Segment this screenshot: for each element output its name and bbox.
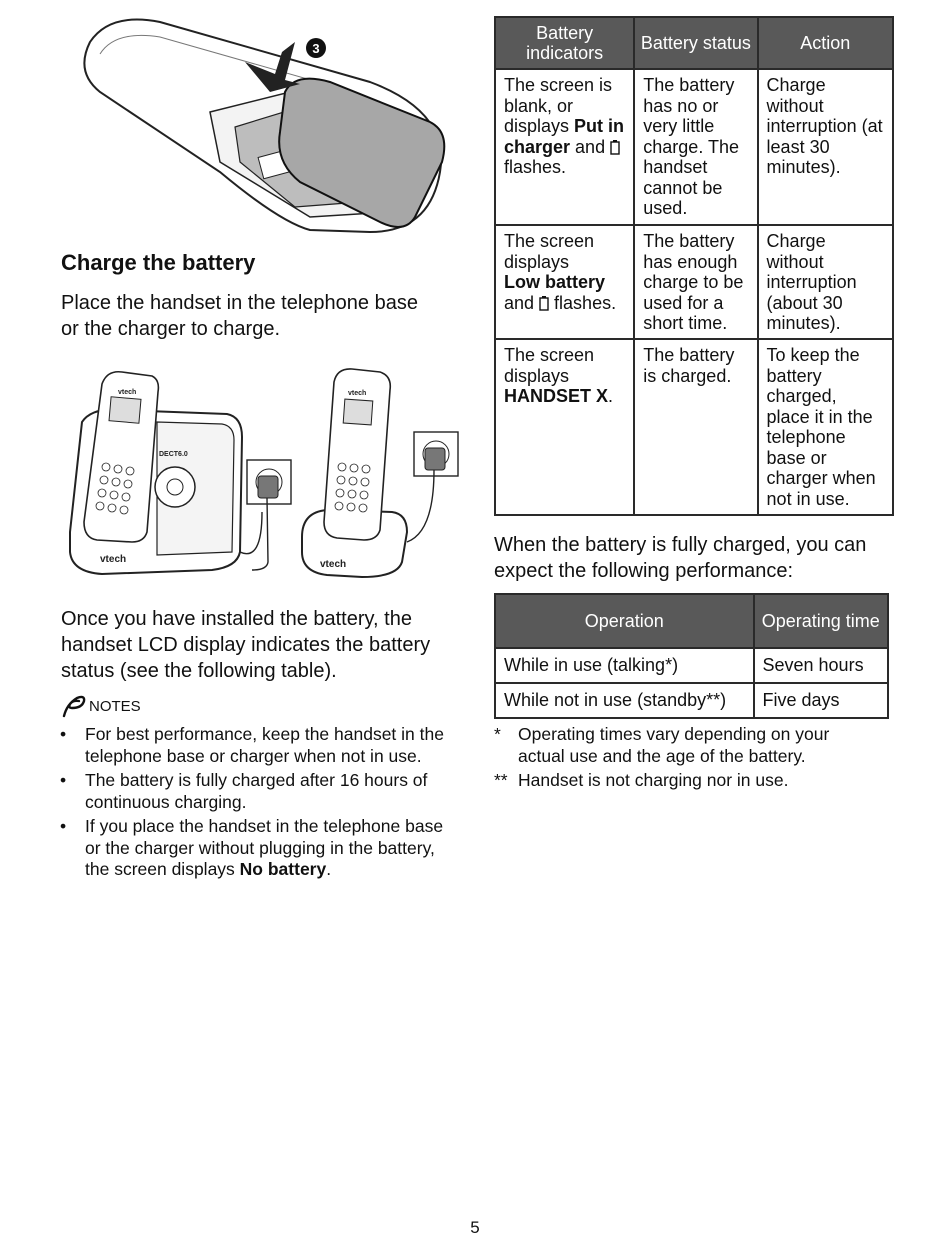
battery-cover-illustration — [70, 12, 470, 242]
note-item: • If you place the handset in the telephone base or the charger without plugging in the battery, the screen displays No battery. — [60, 816, 460, 881]
base-and-charger-illustration — [62, 362, 472, 584]
table-cell: Charge without interruption (about 30 minutes). — [758, 225, 893, 339]
notes-title: NOTES — [89, 697, 141, 715]
footnote-mark: ** — [494, 770, 508, 790]
table-row — [495, 683, 888, 718]
table-header: Battery status — [634, 17, 757, 69]
table-cell: To keep the battery charged, place it in the telephone base or charger when not in use. — [758, 339, 893, 515]
table-row — [495, 225, 893, 339]
performance-intro: When the battery is fully charged, you can expect the following performance: — [494, 534, 867, 582]
operating-time-table — [494, 593, 889, 719]
table-cell: The screen displays HANDSET X. — [495, 339, 634, 515]
section-heading: Charge the battery — [61, 250, 256, 275]
table-cell: While not in use (standby**) — [495, 683, 754, 718]
battery-flash-icon — [610, 139, 620, 155]
table-row — [495, 69, 893, 225]
table-row — [495, 339, 893, 515]
footnote — [494, 770, 878, 792]
table-header: Action — [758, 17, 893, 69]
table-cell: The battery has no or very little charge. The handset cannot be used. — [634, 69, 757, 225]
intro-text: Place the handset in the telephone base or the charger to charge. — [61, 292, 418, 340]
base-model-badge: DECT6.0 — [159, 451, 188, 458]
page-number: 5 — [470, 1218, 480, 1237]
note-item: • The battery is fully charged after 16 hours of continuous charging. — [60, 770, 460, 813]
charger-brand: vtech — [320, 559, 347, 570]
footnote-text: Operating times vary depending on your actual use and the age of the battery. — [518, 724, 830, 766]
table-cell: While in use (talking*) — [495, 648, 754, 683]
footnote-mark: * — [494, 724, 501, 744]
table-cell: The screen displays Low battery and flashes. — [495, 225, 634, 339]
table-cell: Five days — [754, 683, 889, 718]
footnote-text: Handset is not charging nor in use. — [518, 770, 789, 790]
installed-text: Once you have installed the battery, the handset LCD display indicates the battery status (see the following table). — [61, 608, 431, 682]
step-number: 3 — [312, 41, 320, 56]
base-handset-brand: vtech — [118, 389, 137, 396]
base-brand: vtech — [100, 554, 127, 565]
notes-icon — [61, 694, 87, 718]
table-cell: Charge without interruption (at least 30 minutes). — [758, 69, 893, 225]
table-cell: The battery is charged. — [634, 339, 757, 515]
table-cell: Seven hours — [754, 648, 889, 683]
table-row — [495, 648, 888, 683]
table-header: Operation — [495, 594, 754, 648]
footnote — [494, 724, 878, 767]
notes-header — [61, 694, 141, 718]
table-cell: The screen is blank, or displays Put in charger and flashes. — [495, 69, 634, 225]
battery-status-table — [494, 16, 894, 516]
table-header: Operating time — [754, 594, 889, 648]
charger-handset-brand: vtech — [348, 390, 367, 397]
table-header: Battery indicators — [495, 17, 634, 69]
notes-list — [60, 724, 460, 884]
note-item: • For best performance, keep the handset in the telephone base or charger when not in use. — [60, 724, 460, 767]
table-cell: The battery has enough charge to be used for a short time. — [634, 225, 757, 339]
battery-flash-icon — [539, 295, 549, 311]
